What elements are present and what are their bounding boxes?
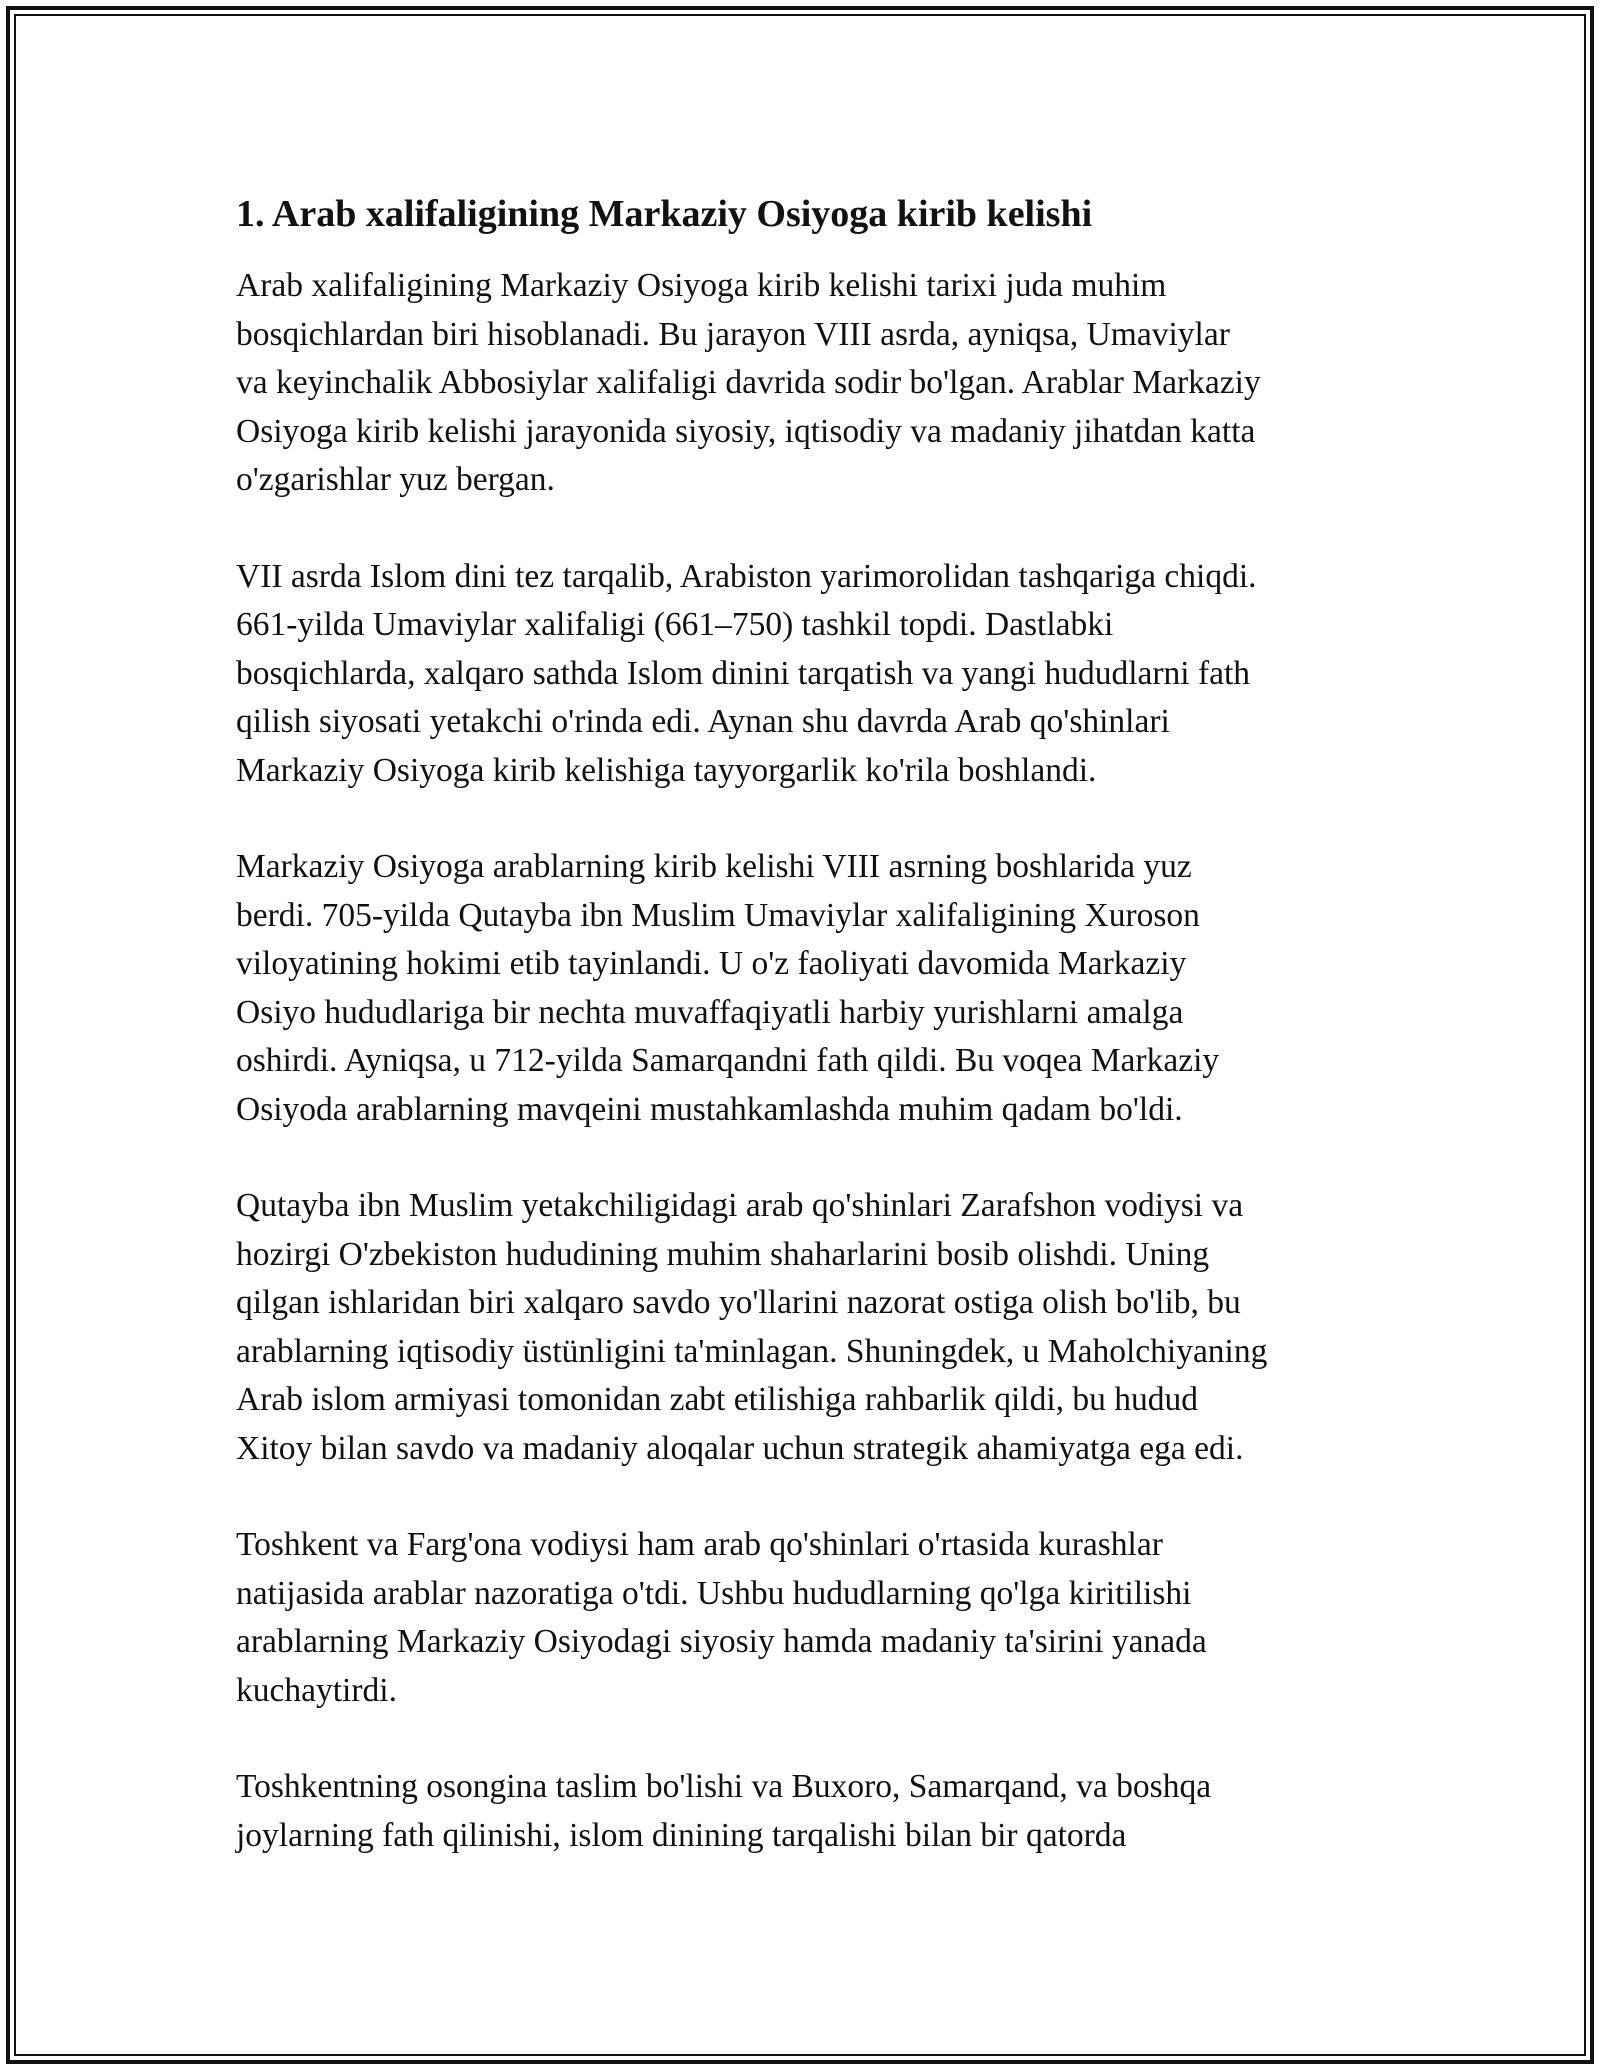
- section-heading: 1. Arab xalifaligining Markaziy Osiyoga kirib kelishi: [236, 193, 1093, 235]
- document-body: [236, 188, 1376, 1908]
- paragraph-1: Arab xalifaligining Markaziy Osiyoga kirib kelishi tarixi juda muhim bosqichlardan biri hisoblanadi. Bu jarayon VIII asrda, ayniqsa, Umaviylar va keyinchalik Abbosiylar xalifaligi davrida sodir bo'lgan. Arablar Markaziy Osiyoga kirib kelishi jarayonida siyosiy, iqtisodiy va madaniy jihatdan katta o'zgarishlar yuz bergan.: [236, 267, 1261, 498]
- paragraph-3: Markaziy Osiyoga arablarning kirib kelishi VIII asrning boshlarida yuz berdi. 705-yilda Qutayba ibn Muslim Umaviylar xalifaligining Xuroson viloyatining hokimi etib tayinlandi. U o'z faoliyati davomida Markaziy Osiyo hududlariga bir nechta muvaffaqiyatli harbiy yurishlarni amalga oshirdi. Ayniqsa, u 712-yilda Samarqandni fath qildi. Bu voqea Markaziy Osiyoda arablarning mavqeini mustahkamlashda muhim qadam bo'ldi.: [236, 848, 1220, 1128]
- paragraph-6: Toshkentning osongina taslim bo'lishi va Buxoro, Samarqand, va boshqa joylarning fath qilinishi, islom dinining tarqalishi bilan bir qatorda: [236, 1768, 1212, 1854]
- paragraph-2: VII asrda Islom dini tez tarqalib, Arabiston yarimorolidan tashqariga chiqdi. 661-yilda Umaviylar xalifaligi (661–750) tashkil topdi. Dastlabki bosqichlarda, xalqaro sathda Islom dinini tarqatish va yangi hududlarni fath qilish siyosati yetakchi o'rinda edi. Aynan shu davrda Arab qo'shinlari Markaziy Osiyoga kirib kelishiga tayyorgarlik ko'rila boshlandi.: [236, 557, 1257, 789]
- paragraph-4: Qutayba ibn Muslim yetakchiligidagi arab qo'shinlari Zarafshon vodiysi va hozirgi O'zbekiston hududining muhim shaharlarini bosib olishdi. Uning qilgan ishlaridan biri xalqaro savdo yo'llarini nazorat ostiga olish bo'lib, bu arablarning iqtisodiy üstünligini ta'minlagan. Shuningdek, u Maholchiyaning Arab islom armiyasi tomonidan zabt etilishiga rahbarlik qildi, bu hudud Xitoy bilan savdo va madaniy aloqalar uchun strategik ahamiyatga ega edi.: [236, 1187, 1268, 1467]
- paragraph-5: Toshkent va Farg'ona vodiysi ham arab qo'shinlari o'rtasida kurashlar natijasida arablar nazoratiga o'tdi. Ushbu hududlarning qo'lga kiritilishi arablarning Markaziy Osiyodagi siyosiy hamda madaniy ta'sirini yanada kuchaytirdi.: [236, 1526, 1207, 1709]
